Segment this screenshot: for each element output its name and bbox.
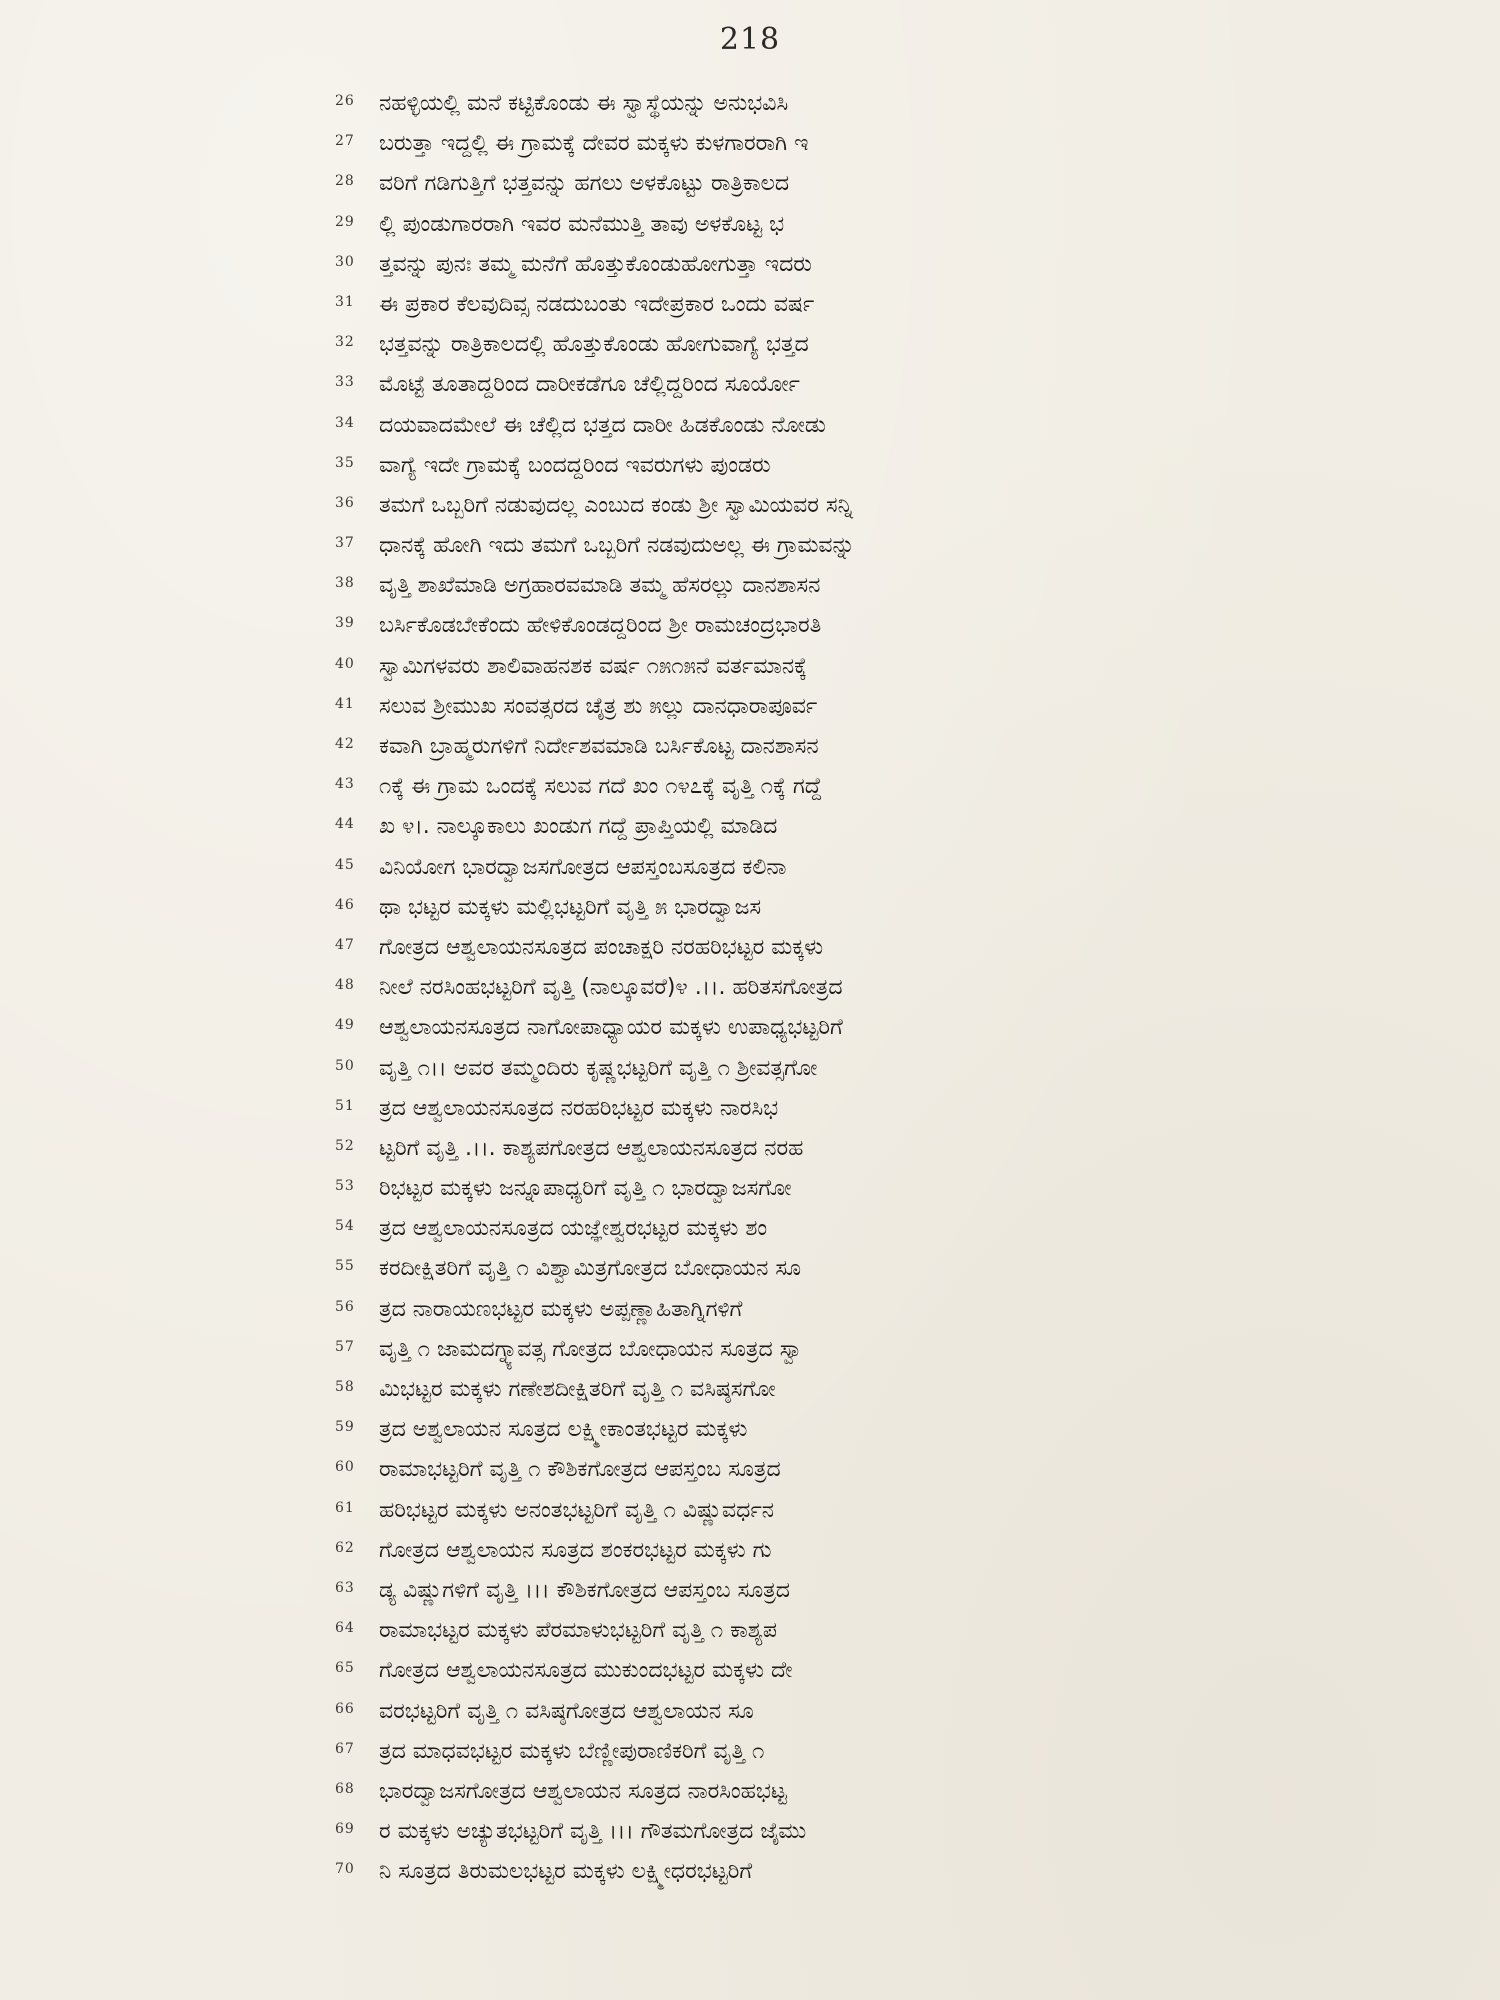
- line-number: 60: [335, 1459, 355, 1476]
- line-text: ಧಾನಕ್ಕೆ ಹೋಗಿ ಇದು ತಮಗೆ ಒಬ್ಬರಿಗೆ ನಡವುದುಅಲ್ಲ ಈ ಗ್ರಾಮವನ್ನು: [379, 533, 855, 559]
- line-number: 66: [335, 1700, 355, 1717]
- line-number: 27: [335, 133, 355, 150]
- text-line: [335, 1736, 1195, 1776]
- text-line: [335, 1856, 1195, 1896]
- line-number: 38: [335, 575, 355, 592]
- text-line: [335, 1495, 1195, 1535]
- text-line: [335, 610, 1195, 650]
- line-number: 29: [335, 213, 355, 230]
- line-text: ೧ಕ್ಕೆ ಈ ಗ್ರಾಮ ಒಂದಕ್ಕೆ ಸಲುವ ಗದೆ ಖಂ ೧೪೭ಕ್ಕೆ ವೃತ್ತಿ ೧ಕ್ಕೆ ಗದ್ದೆ: [379, 774, 822, 800]
- line-number: 55: [335, 1258, 355, 1275]
- line-text: ನಹಳ್ಳಿಯಲ್ಲಿ ಮನೆ ಕಟ್ಟಿಕೊಂಡು ಈ ಸ್ವಾಸ್ಥೆಯನ್ನು ಅನುಭವಿಸಿ: [379, 91, 789, 116]
- line-number: 65: [335, 1660, 355, 1677]
- text-line: [335, 249, 1195, 289]
- text-line: [335, 1173, 1195, 1213]
- line-number: 47: [335, 936, 355, 953]
- text-line: [335, 1213, 1195, 1253]
- line-text: ರ ಮಕ್ಕಳು ಅಚ್ಯುತಭಟ್ಟರಿಗೆ ವೃತ್ತಿ ।।। ಗೌತಮಗೋತ್ರದ ಜೈಮು: [379, 1819, 807, 1845]
- text-line: [335, 1816, 1195, 1856]
- line-number: 49: [335, 1017, 355, 1034]
- line-text: ತ್ರದ ಮಾಧವಭಟ್ಟರ ಮಕ್ಕಳು ಬೆಣ್ಣೀಪುರಾಣಿಕರಿಗೆ ವೃತ್ತಿ ೧: [379, 1738, 765, 1764]
- line-number: 57: [335, 1338, 355, 1355]
- line-text: ಗೋತ್ರದ ಆಶ್ವಲಾಯನಸೂತ್ರದ ಮುಕುಂದಭಟ್ಟರ ಮಕ್ಕಳು ದೇ: [379, 1658, 793, 1684]
- line-number: 43: [335, 776, 355, 793]
- line-text: ವಿನಿಯೋಗ ಭಾರದ್ವಾಜಸಗೋತ್ರದ ಆಪಸ್ತಂಬಸೂತ್ರದ ಕಲಿನಾ: [379, 854, 787, 880]
- line-text: ವೃತ್ತಿ ೧ ಜಾಮದಗ್ನ್ಯಾವತ್ಸ ಗೋತ್ರದ ಬೋಧಾಯನ ಸೂತ್ರದ ಸ್ವಾ: [379, 1336, 804, 1362]
- text-line: [335, 1093, 1195, 1133]
- line-text: ಗೋತ್ರದ ಆಶ್ವಲಾಯನ ಸೂತ್ರದ ಶಂಕರಭಟ್ಟರ ಮಕ್ಕಳು ಗು: [379, 1537, 772, 1563]
- text-line: [335, 1294, 1195, 1334]
- line-text: ತ್ರದ ಆಶ್ವಲಾಯನಸೂತ್ರದ ನರಹರಿಭಟ್ಟರ ಮಕ್ಕಳು ನಾರಸಿಭ: [379, 1095, 779, 1121]
- line-text: ತ್ರದ ಅಶ್ವಲಾಯನ ಸೂತ್ರದ ಲಕ್ಷ್ಮೀಕಾಂತಭಟ್ಟರ ಮಕ್ಕಳು: [379, 1417, 748, 1443]
- line-number: 40: [335, 655, 355, 672]
- line-number: 51: [335, 1097, 355, 1114]
- text-line: [335, 1133, 1195, 1173]
- line-text: ಮೊಟ್ಟೆ ತೂತಾದ್ದರಿಂದ ದಾರೀಕಡೆಗೂ ಚೆಲ್ಲಿದ್ದರಿಂದ ಸೂರ್ಯೋ: [379, 372, 800, 398]
- line-number: 64: [335, 1620, 355, 1637]
- line-text: ಭಾರದ್ವಾಜಸಗೋತ್ರದ ಆಶ್ವಲಾಯನ ಸೂತ್ರದ ನಾರಸಿಂಹಭಟ್ಟ: [379, 1778, 787, 1804]
- line-text: ತ್ರದ ನಾರಾಯಣಭಟ್ಟರ ಮಕ್ಕಳು ಅಪ್ಪಣ್ಣಾಹಿತಾಗ್ನಿಗಳಿಗೆ: [379, 1296, 743, 1322]
- line-text: ಲ್ಲಿ ಪುಂಡುಗಾರರಾಗಿ ಇವರ ಮನೆಮುತ್ತಿ ತಾವು ಅಳಕೊಟ್ಟ ಭ: [379, 211, 785, 237]
- line-number: 48: [335, 977, 355, 994]
- line-text: ಥಾ ಭಟ್ಟರ ಮಕ್ಕಳು ಮಲ್ಲಿಭಟ್ಟರಿಗೆ ವೃತ್ತಿ ೫ ಭಾರದ್ವಾಜಸ: [379, 894, 762, 920]
- line-number: 46: [335, 896, 355, 913]
- line-text: ತ್ರದ ಆಶ್ವಲಾಯನಸೂತ್ರದ ಯಜ್ಞೇಶ್ವರಭಟ್ಟರ ಮಕ್ಕಳು ಶಂ: [379, 1216, 768, 1242]
- line-text: ವಾಗ್ಯೆ ಇದೇ ಗ್ರಾಮಕ್ಕೆ ಬಂದದ್ದರಿಂದ ಇವರುಗಳು ಪುಂಡರು: [379, 452, 771, 478]
- line-text: ಈ ಪ್ರಕಾರ ಕೆಲವುದಿವ್ಸ ನಡದುಬಂತು ಇದೇಪ್ರಕಾರ ಒಂದು ವರ್ಷ: [379, 291, 815, 317]
- text-line: [335, 410, 1195, 450]
- line-number: 39: [335, 615, 355, 632]
- line-number: 30: [335, 253, 355, 270]
- line-text: ಕವಾಗಿ ಬ್ರಾಹ್ಮರುಗಳಿಗೆ ನಿರ್ದೇಶವಮಾಡಿ ಬರ್ಸಿಕೊಟ್ಟ ದಾನಶಾಸನ: [379, 734, 819, 759]
- line-text: ಗೋತ್ರದ ಆಶ್ವಲಾಯನಸೂತ್ರದ ಪಂಚಾಕ್ಷರಿ ನರಹರಿಭಟ್ಟರ ಮಕ್ಕಳು: [379, 934, 824, 960]
- line-number: 50: [335, 1057, 355, 1074]
- text-line: [335, 1454, 1195, 1494]
- text-line: [335, 1696, 1195, 1736]
- line-number: 54: [335, 1218, 355, 1235]
- line-number: 33: [335, 374, 355, 391]
- text-line: [335, 289, 1195, 329]
- line-number: 31: [335, 293, 355, 310]
- text-body: [335, 88, 1195, 1896]
- text-line: [335, 852, 1195, 892]
- line-text: ತ್ತವನ್ನು ಪುನಃ ತಮ್ಮ ಮನೆಗೆ ಹೊತ್ತುಕೊಂಡುಹೋಗುತ್ತಾ ಇದರು: [379, 251, 812, 277]
- line-number: 63: [335, 1579, 355, 1596]
- line-number: 58: [335, 1379, 355, 1395]
- text-line: [335, 892, 1195, 932]
- text-line: [335, 731, 1195, 771]
- line-text: ರಿಭಟ್ಟರ ಮಕ್ಕಳು ಜನ್ನೂಪಾಧ್ಯರಿಗೆ ವೃತ್ತಿ ೧ ಭಾರದ್ವಾಜಸಗೋ: [379, 1176, 792, 1202]
- line-text: ಸಲುವ ಶ್ರೀಮುಖ ಸಂವತ್ಸರದ ಚೈತ್ರ ಶು ೫ಲ್ಲು ದಾನಧಾರಾಪೂರ್ವ: [379, 693, 818, 719]
- line-number: 44: [335, 816, 355, 833]
- line-number: 26: [335, 93, 355, 109]
- text-line: [335, 168, 1195, 208]
- line-number: 62: [335, 1539, 355, 1556]
- text-line: [335, 771, 1195, 811]
- line-text: ಡ್ಯ ವಿಷ್ಣುಗಳಿಗೆ ವೃತ್ತಿ ।।। ಕೌಶಿಕಗೋತ್ರದ ಆಪಸ್ತಂಬ ಸೂತ್ರದ: [379, 1577, 790, 1603]
- line-text: ಮಿಭಟ್ಟರ ಮಕ್ಕಳು ಗಣೇಶದೀಕ್ಷಿತರಿಗೆ ವೃತ್ತಿ ೧ ವಸಿಷ್ಠಸಗೋ: [379, 1377, 776, 1402]
- text-line: [335, 1253, 1195, 1293]
- text-line: [335, 88, 1195, 128]
- text-line: [335, 1414, 1195, 1454]
- text-line: [335, 1575, 1195, 1615]
- text-line: [335, 932, 1195, 972]
- line-text: ಖ ೪।. ನಾಲ್ಕೂಕಾಲು ಖಂಡುಗ ಗದ್ದೆ ಪ್ರಾಪ್ತಿಯಲ್ಲಿ ಮಾಡಿದ: [379, 814, 778, 840]
- line-number: 36: [335, 494, 355, 511]
- line-text: ನೀಲೆ ನರಸಿಂಹಭಟ್ಟರಿಗೆ ವೃತ್ತಿ (ನಾಲ್ಕೂವರೆ)೪ .।।. ಹರಿತಸಗೋತ್ರದ: [379, 975, 843, 1001]
- line-number: 59: [335, 1419, 355, 1436]
- line-number: 42: [335, 736, 355, 752]
- line-text: ಕರದೀಕ್ಷಿತರಿಗೆ ವೃತ್ತಿ ೧ ವಿಶ್ವಾಮಿತ್ರಗೋತ್ರದ ಬೋಧಾಯನ ಸೂ: [379, 1256, 802, 1282]
- line-text: ರಾಮಾಭಟ್ಟರ ಮಕ್ಕಳು ಪೆರಮಾಳುಭಟ್ಟರಿಗೆ ವೃತ್ತಿ ೧ ಕಾಶ್ಯಪ: [379, 1618, 777, 1644]
- line-number: 69: [335, 1821, 355, 1838]
- line-number: 53: [335, 1178, 355, 1195]
- text-line: [335, 651, 1195, 691]
- text-line: [335, 128, 1195, 168]
- line-text: ನಿ ಸೂತ್ರದ ತಿರುಮಲಭಟ್ಟರ ಮಕ್ಕಳು ಲಕ್ಷ್ಮೀಧರಭಟ್ಟರಿಗೆ: [379, 1859, 753, 1885]
- line-number: 52: [335, 1137, 355, 1154]
- line-text: ವೃತ್ತಿ ಶಾಖೆಮಾಡಿ ಅಗ್ರಹಾರವಮಾಡಿ ತಮ್ಮ ಹೆಸರಲ್ಲು ದಾನಶಾಸನ: [379, 573, 821, 599]
- line-text: ಸ್ವಾಮಿಗಳವರು ಶಾಲಿವಾಹನಶಕ ವರ್ಷ ೧೫೧೫ನೆ ವರ್ತಮಾನಕ್ಕೆ: [379, 653, 808, 679]
- line-text: ಬರುತ್ತಾ ಇದ್ದಲ್ಲಿ ಈ ಗ್ರಾಮಕ್ಕೆ ದೇವರ ಮಕ್ಕಳು ಕುಳಗಾರರಾಗಿ ಇ: [379, 131, 809, 157]
- text-line: [335, 530, 1195, 570]
- line-text: ಬರ್ಸಿಕೊಡಬೇಕೆಂದು ಹೇಳಿಕೊಂಡದ್ದರಿಂದ ಶ್ರೀ ರಾಮಚಂದ್ರಭಾರತಿ: [379, 613, 822, 639]
- line-number: 61: [335, 1499, 355, 1516]
- text-line: [335, 329, 1195, 369]
- text-line: [335, 1655, 1195, 1695]
- line-text: ಟ್ಟರಿಗೆ ವೃತ್ತಿ .।।. ಕಾಶ್ಯಪಗೋತ್ರದ ಆಶ್ವಲಾಯನಸೂತ್ರದ ನರಹ: [379, 1135, 804, 1161]
- text-line: [335, 1374, 1195, 1414]
- text-line: [335, 1535, 1195, 1575]
- line-text: ದಯವಾದಮೇಲೆ ಈ ಚೆಲ್ಲಿದ ಭತ್ತದ ದಾರೀ ಹಿಡಕೊಂಡು ನೋಡು: [379, 412, 826, 438]
- text-line: [335, 1615, 1195, 1655]
- line-number: 35: [335, 454, 355, 471]
- line-number: 32: [335, 334, 355, 351]
- line-text: ವೃತ್ತಿ ೧।। ಅವರ ತಮ್ಮಂದಿರು ಕೃಷ್ಣಭಟ್ಟರಿಗೆ ವೃತ್ತಿ ೧ ಶ್ರೀವತ್ಸಗೋ: [379, 1055, 818, 1081]
- text-line: [335, 1012, 1195, 1052]
- text-line: [335, 691, 1195, 731]
- text-line: [335, 811, 1195, 851]
- line-text: ವರಭಟ್ಟರಿಗೆ ವೃತ್ತಿ ೧ ವಸಿಷ್ಠಗೋತ್ರದ ಆಶ್ವಲಾಯನ ಸೂ: [379, 1698, 754, 1724]
- line-text: ವರಿಗೆ ಗಡಿಗುತ್ತಿಗೆ ಭತ್ತವನ್ನು ಹಗಲು ಅಳಕೊಟ್ಟು ರಾತ್ರಿಕಾಲದ: [379, 171, 790, 197]
- line-text: ಭತ್ತವನ್ನು ರಾತ್ರಿಕಾಲದಲ್ಲಿ ಹೊತ್ತುಕೊಂಡು ಹೋಗುವಾಗ್ಯೆ ಭತ್ತದ: [379, 332, 809, 358]
- line-number: 56: [335, 1298, 355, 1315]
- line-text: ತಮಗೆ ಒಬ್ಬರಿಗೆ ನಡುವುದಲ್ಲ ಎಂಬುದ ಕಂಡು ಶ್ರೀ ಸ್ವಾಮಿಯವರ ಸನ್ನಿ: [379, 492, 853, 518]
- line-number: 34: [335, 414, 355, 431]
- text-line: [335, 1053, 1195, 1093]
- line-text: ಆಶ್ವಲಾಯನಸೂತ್ರದ ನಾಗೋಪಾಧ್ಯಾಯರ ಮಕ್ಕಳು ಉಪಾಧ್ಯಭಟ್ಟರಿಗೆ: [379, 1015, 843, 1041]
- text-line: [335, 490, 1195, 530]
- line-number: 70: [335, 1861, 355, 1878]
- text-line: [335, 209, 1195, 249]
- line-number: 68: [335, 1780, 355, 1797]
- line-text: ಹರಿಭಟ್ಟರ ಮಕ್ಕಳು ಅನಂತಭಟ್ಟರಿಗೆ ವೃತ್ತಿ ೧ ವಿಷ್ಣುವರ್ಧನ: [379, 1497, 774, 1523]
- line-text: ರಾಮಾಭಟ್ಟರಿಗೆ ವೃತ್ತಿ ೧ ಕೌಶಿಕಗೋತ್ರದ ಆಪಸ್ತಂಬ ಸೂತ್ರದ: [379, 1457, 781, 1483]
- text-line: [335, 369, 1195, 409]
- text-line: [335, 570, 1195, 610]
- line-number: 45: [335, 856, 355, 873]
- line-number: 41: [335, 695, 355, 712]
- text-line: [335, 450, 1195, 490]
- text-line: [335, 1334, 1195, 1374]
- text-line: [335, 1776, 1195, 1816]
- page-number: 218: [719, 22, 781, 57]
- line-number: 28: [335, 173, 355, 190]
- text-line: [335, 972, 1195, 1012]
- line-number: 37: [335, 535, 355, 552]
- line-number: 67: [335, 1740, 355, 1757]
